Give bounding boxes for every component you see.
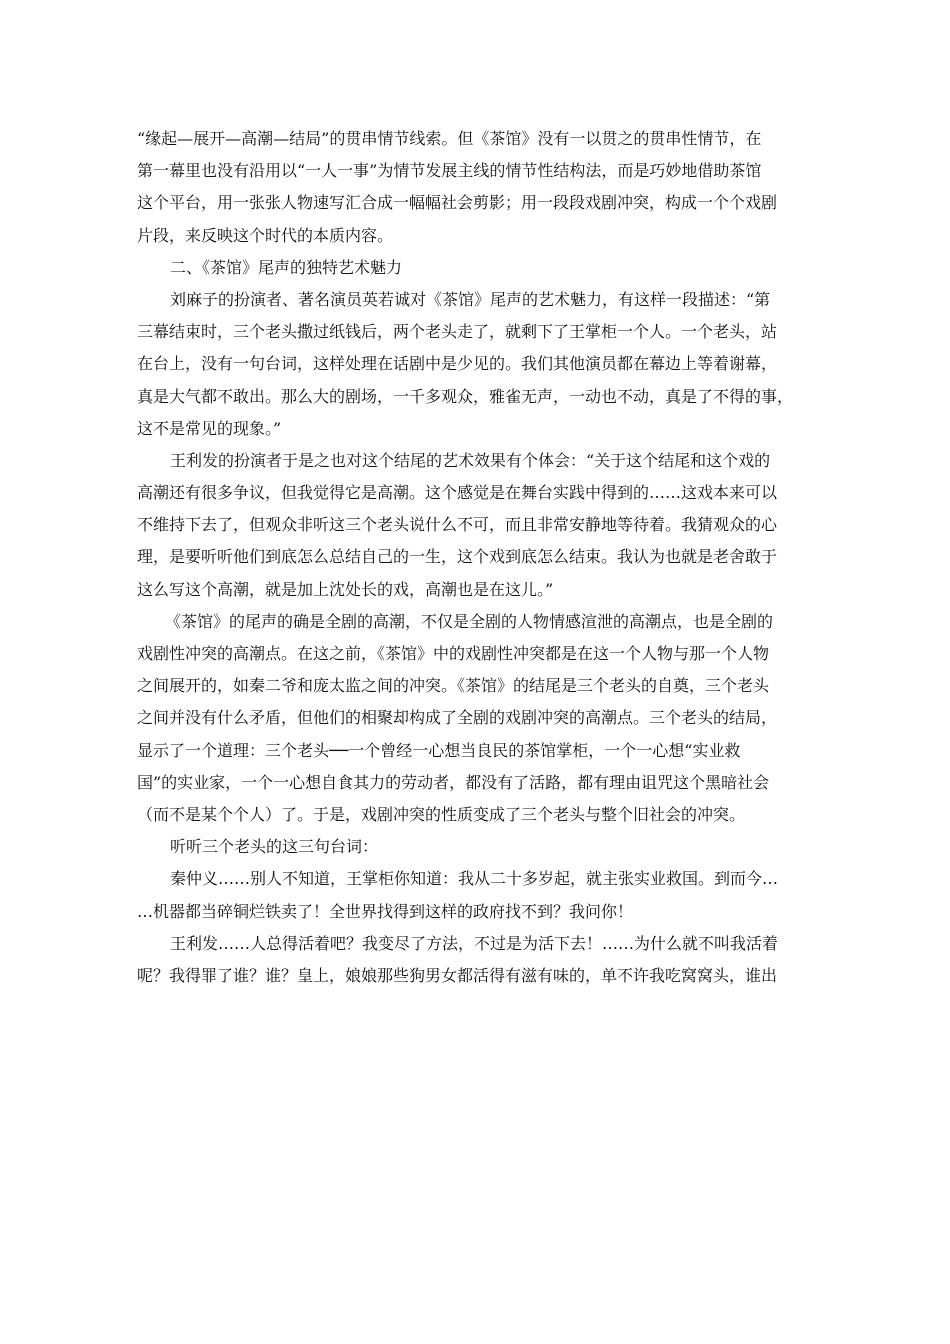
text-line: 理，是要听听他们到底怎么总结自己的一生，这个戏到底怎么结束。我认为也就是老舍敢于 <box>137 547 778 567</box>
text-line: 王利发……人总得活着吧？我变尽了方法，不过是为活下去！……为什么就不叫我活着 <box>170 933 779 953</box>
text-line: 刘麻子的扮演者、著名演员英若诚对《茶馆》尾声的艺术魅力，有这样一段描述：“第 <box>170 289 771 309</box>
document-body <box>137 123 817 992</box>
text-line: 听听三个老头的这三句台词： <box>170 837 379 857</box>
paragraph-p2 <box>137 284 817 445</box>
text-line: 不维持下去了，但观众非听这三个老头说什么不可，而且非常安静地等待着。我猜观众的心 <box>137 515 778 535</box>
heading-text: 二、《茶馆》尾声的独特艺术魅力 <box>170 257 403 277</box>
text-line: 国”的实业家，一个一心想自食其力的劳动者，都没有了活路，都有理由诅咒这个黑暗社会 <box>137 772 770 792</box>
text-line: 三幕结束时，三个老头撒过纸钱后，两个老头走了，就剩下了王掌柜一个人。一个老头，站 <box>137 322 778 342</box>
text-line: 这么写这个高潮，就是加上沈处长的戏，高潮也是在这儿。” <box>137 579 554 599</box>
text-line: 秦仲义……别人不知道，王掌柜你知道：我从二十多岁起，就主张实业救国。到而今… <box>170 869 779 889</box>
text-line: 在台上，没有一句台词，这样处理在话剧中是少见的。我们其他演员都在幕边上等着谢幕， <box>137 354 778 374</box>
paragraph-p3 <box>137 445 817 606</box>
text-line: 这不是常见的现象。” <box>137 418 282 438</box>
section-heading <box>137 252 817 284</box>
text-line: “缘起—展开—高潮—结局”的贯串情节线索。但《茶馆》没有一以贯之的贯串性情节，在 <box>137 129 762 148</box>
text-line: 之间并没有什么矛盾，但他们的相聚却构成了全剧的戏剧冲突的高潮点。三个老头的结局， <box>137 708 778 728</box>
paragraph-p6 <box>137 863 817 927</box>
text-line: （而不是某个个人）了。于是，戏剧冲突的性质变成了三个老头与整个旧社会的冲突。 <box>137 804 746 824</box>
text-line: 真是大气都不敢出。那么大的剧场，一千多观众，雅雀无声，一动也不动，真是了不得的事， <box>137 386 794 406</box>
paragraph-p1 <box>137 123 817 252</box>
text-line: 呢？我得罪了谁？谁？皇上，娘娘那些狗男女都活得有滋有味的，单不许我吃窝窝头，谁出 <box>137 965 778 985</box>
text-line: 戏剧性冲突的高潮点。在这之前，《茶馆》中的戏剧性冲突都是在这一个人物与那一个人物 <box>137 644 770 663</box>
text-line: 高潮还有很多争议，但我觉得它是高潮。这个感觉是在舞台实践中得到的……这戏本来可以 <box>137 483 778 503</box>
text-line: 显示了一个道理：三个老头──一个曾经一心想当良民的茶馆掌柜，一个一心想“实业救 <box>137 740 741 760</box>
text-line: 这个平台，用一张张人物速写汇合成一幅幅社会剪影；用一段段戏剧冲突，构成一个个戏剧 <box>137 193 778 213</box>
paragraph-p7 <box>137 928 817 992</box>
paragraph-p4 <box>137 606 817 831</box>
text-line: …机器都当碎铜烂铁卖了！全世界找得到这样的政府找不到？我问你！ <box>137 901 634 921</box>
text-line: 第一幕里也没有沿用以“一人一事”为情节发展主线的情节性结构法，而是巧妙地借助茶馆 <box>137 161 762 181</box>
text-line: 之间展开的，如秦二爷和庞太监之间的冲突。《茶馆》的结尾是三个老头的自奠，三个老头 <box>137 676 770 696</box>
text-line: 《茶馆》的尾声的确是全剧的高潮，不仅是全剧的人物情感渲泄的高潮点，也是全剧的 <box>165 611 774 631</box>
text-line: 片段，来反映这个时代的本质内容。 <box>137 225 394 245</box>
text-line: 王利发的扮演者于是之也对这个结尾的艺术效果有个体会：“关于这个结尾和这个戏的 <box>170 450 771 470</box>
paragraph-p5 <box>137 831 817 863</box>
